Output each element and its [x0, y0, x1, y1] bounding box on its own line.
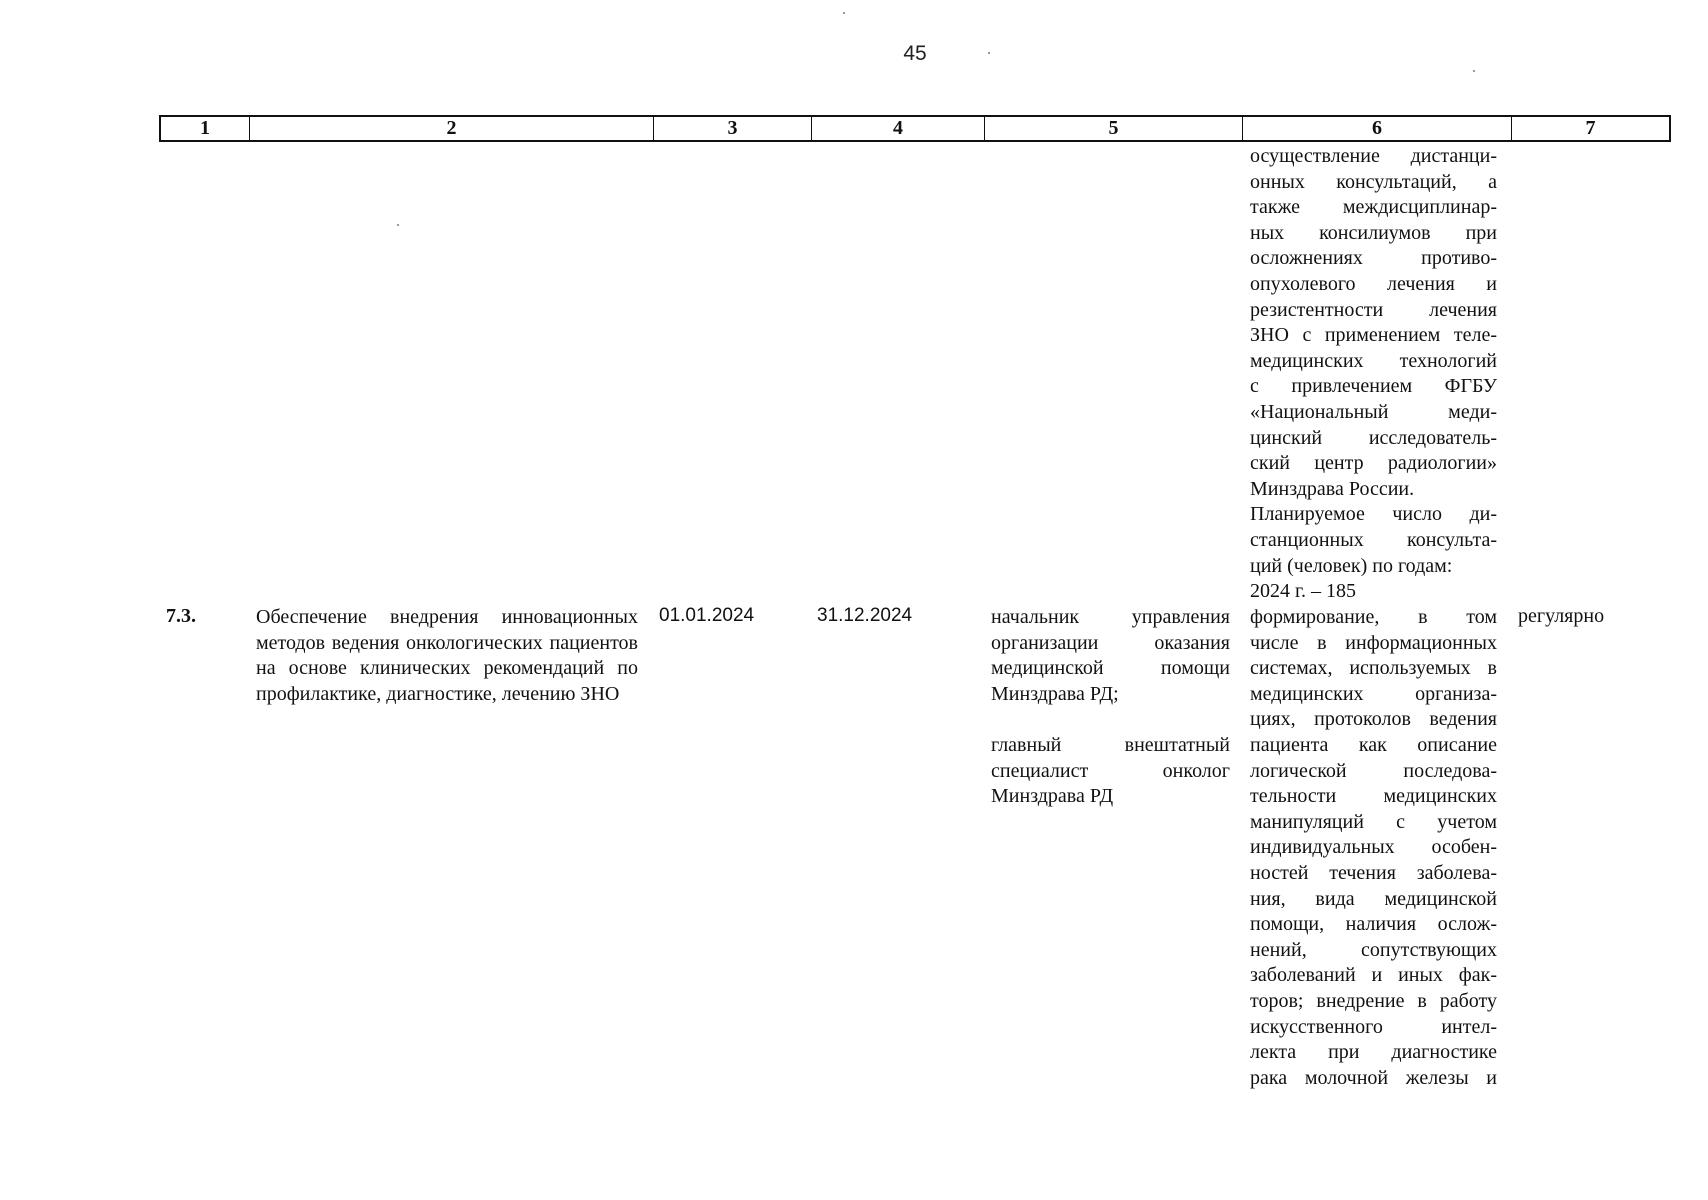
row-responsible: [991, 605, 1230, 810]
result-line: заболеваний и иных фак-: [1250, 964, 1497, 987]
spacer: [991, 707, 1230, 733]
scan-speck: [1473, 70, 1475, 72]
continued-line: «Национальный меди-: [1250, 400, 1497, 423]
result-line: нений, сопутствующих: [1250, 938, 1497, 961]
column-header-6: 6: [1243, 117, 1512, 140]
result-line: тельности медицинских: [1250, 785, 1497, 808]
row-end-date: 31.12.2024: [817, 605, 913, 626]
continued-line: опухолевого лечения и: [1250, 272, 1497, 295]
result-line: индивидуальных особен-: [1250, 836, 1497, 859]
continued-line: также междисциплинар-: [1250, 196, 1497, 219]
column-header-5: 5: [985, 117, 1243, 140]
result-line: числе в информационных: [1250, 631, 1497, 654]
page-number: 45: [903, 42, 927, 65]
responsible-primary: начальник управления организации оказания медицинской помощи Минздрава РД;: [991, 606, 1230, 705]
continued-line: ных консилиумов при: [1250, 221, 1497, 244]
table-header-row: [159, 115, 1671, 142]
continued-line: резистентности лечения: [1250, 298, 1497, 321]
scan-speck: [843, 12, 845, 14]
column-header-7: 7: [1585, 117, 1596, 139]
result-line: формирование, в том: [1250, 606, 1497, 628]
responsible-secondary: главный внештатный специалист онколог Минздрава РД: [991, 733, 1230, 808]
column-header-1: 1: [161, 117, 250, 140]
continued-line: осуществление дистанци-: [1250, 145, 1497, 167]
column-header-4: 4: [812, 117, 985, 140]
row-activity: [256, 605, 638, 707]
continued-line: осложнениях противо-: [1250, 247, 1497, 270]
row-regularity: регулярно: [1518, 605, 1605, 627]
scan-speck: [988, 52, 990, 54]
continued-line: ций (человек) по годам:: [1250, 554, 1453, 577]
result-line: логической последова-: [1250, 759, 1497, 782]
continued-line: Минздрава России.: [1250, 477, 1415, 500]
activity-text: Обеспечение внедрения инновационных методов ведения онкологических пациентов на основе клинических рекомендаций по профилактике, диагностике, лечению ЗНО: [256, 606, 638, 705]
result-line: торов; внедрение в работу: [1250, 989, 1497, 1012]
result-line: рака молочной железы и: [1250, 1066, 1497, 1089]
result-line: лекта при диагностике: [1250, 1041, 1497, 1064]
column-header-2: 2: [250, 117, 654, 140]
row-number: 7.3.: [166, 605, 196, 627]
result-line: ностей течения заболева-: [1250, 861, 1497, 884]
result-line: системах, используемых в: [1250, 657, 1497, 680]
continued-line: 2024 г. – 185: [1250, 580, 1356, 603]
continued-line: ЗНО с применением теле-: [1250, 324, 1497, 347]
result-line: ния, вида медицинской: [1250, 887, 1497, 910]
result-line: циях, протоколов ведения: [1250, 708, 1497, 731]
continued-line: Планируемое число ди-: [1250, 503, 1497, 526]
row-result-text: [1250, 605, 1497, 1091]
continued-line: онных консультаций, а: [1250, 170, 1497, 193]
scan-speck: [397, 224, 399, 226]
row-start-date: 01.01.2024: [659, 605, 755, 626]
continued-line: с привлечением ФГБУ: [1250, 375, 1497, 398]
continued-line: медицинских технологий: [1250, 349, 1497, 372]
continued-line: станционных консульта-: [1250, 528, 1497, 551]
result-line: манипуляций с учетом: [1250, 810, 1497, 833]
result-line: пациента как описание: [1250, 733, 1497, 756]
continued-line: ский центр радиологии»: [1250, 452, 1497, 475]
result-line: искусственного интел-: [1250, 1015, 1497, 1038]
continued-line: цинский исследователь-: [1250, 426, 1497, 449]
result-line: медицинских организа-: [1250, 682, 1497, 705]
column-header-3: 3: [654, 117, 812, 140]
continued-cell-text: [1250, 144, 1497, 605]
result-line: помощи, наличия ослож-: [1250, 913, 1497, 936]
